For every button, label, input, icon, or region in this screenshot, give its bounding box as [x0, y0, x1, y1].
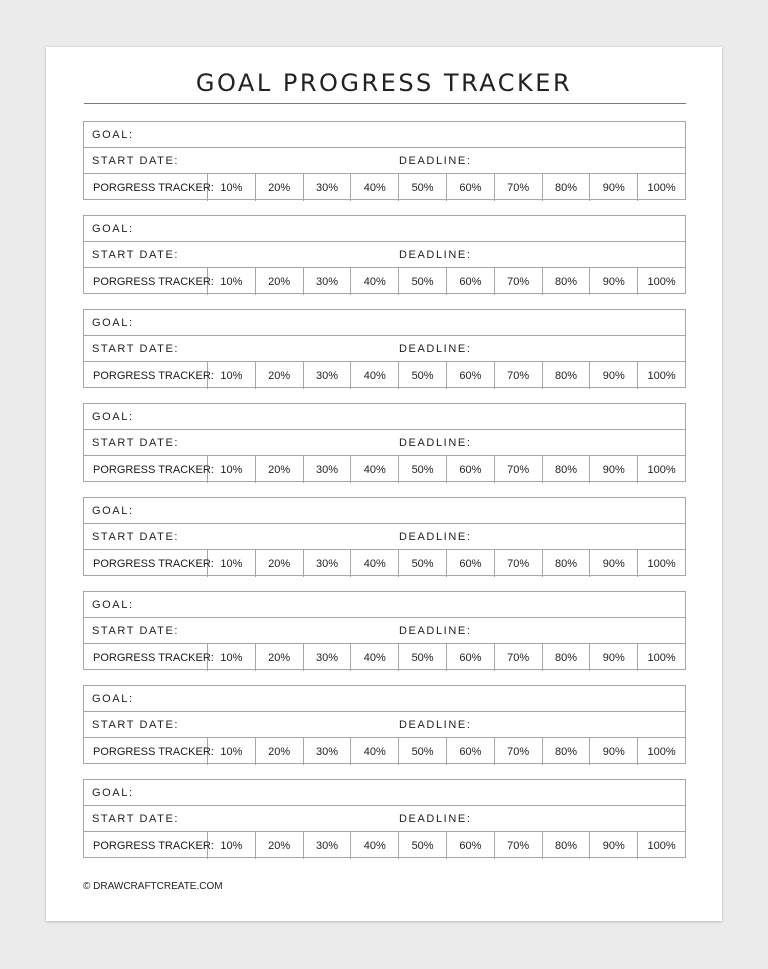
- progress-cells: [208, 362, 685, 389]
- progress-cell[interactable]: 20%: [256, 832, 304, 859]
- goal-block: [83, 403, 686, 482]
- progress-cell[interactable]: 90%: [590, 268, 638, 295]
- start-date-label: START DATE:: [92, 624, 180, 637]
- progress-cell[interactable]: 100%: [647, 745, 676, 758]
- printable-sheet: [46, 47, 722, 921]
- progress-cell[interactable]: 90%: [590, 832, 638, 859]
- progress-cell[interactable]: 60%: [447, 550, 495, 577]
- progress-tracker-label: PORGRESS TRACKER:: [84, 174, 208, 201]
- progress-cell[interactable]: 80%: [543, 268, 591, 295]
- progress-cell[interactable]: 100%: [647, 557, 676, 570]
- progress-cells: [208, 456, 685, 483]
- progress-cell[interactable]: 10%: [208, 456, 256, 483]
- progress-cell[interactable]: 80%: [543, 456, 591, 483]
- goal-row[interactable]: [84, 686, 685, 712]
- start-date-label: START DATE:: [92, 436, 180, 449]
- progress-cells: [208, 644, 685, 671]
- date-row[interactable]: [84, 336, 685, 362]
- goal-row[interactable]: [84, 122, 685, 148]
- start-date-label: START DATE:: [92, 248, 180, 261]
- progress-cell[interactable]: 10%: [208, 738, 256, 765]
- progress-cell[interactable]: 40%: [351, 832, 399, 859]
- progress-cell[interactable]: 60%: [447, 738, 495, 765]
- progress-cell[interactable]: 80%: [543, 832, 591, 859]
- start-date-label: START DATE:: [92, 342, 180, 355]
- date-row[interactable]: [84, 242, 685, 268]
- goal-row[interactable]: [84, 310, 685, 336]
- progress-tracker-row: [84, 738, 685, 765]
- progress-tracker-label: PORGRESS TRACKER:: [84, 738, 208, 765]
- progress-tracker-label: PORGRESS TRACKER:: [84, 832, 208, 859]
- deadline-label: DEADLINE:: [399, 342, 472, 355]
- progress-cell[interactable]: 90%: [590, 644, 638, 671]
- start-date-label: START DATE:: [92, 718, 180, 731]
- progress-cell[interactable]: 90%: [590, 550, 638, 577]
- goal-block: [83, 215, 686, 294]
- progress-cells: [208, 174, 685, 201]
- progress-cell[interactable]: 30%: [304, 268, 352, 295]
- progress-cell[interactable]: 60%: [447, 362, 495, 389]
- progress-cell[interactable]: 60%: [447, 644, 495, 671]
- progress-cell[interactable]: 70%: [495, 456, 543, 483]
- date-row[interactable]: [84, 712, 685, 738]
- progress-cell[interactable]: 70%: [495, 644, 543, 671]
- goal-label: GOAL:: [92, 598, 134, 611]
- progress-cell[interactable]: 40%: [351, 362, 399, 389]
- goal-row[interactable]: [84, 780, 685, 806]
- progress-cell[interactable]: 70%: [495, 268, 543, 295]
- progress-cell[interactable]: 90%: [590, 174, 638, 201]
- progress-cell[interactable]: 50%: [399, 644, 447, 671]
- progress-cell[interactable]: 50%: [399, 174, 447, 201]
- deadline-label: DEADLINE:: [399, 248, 472, 261]
- date-row[interactable]: [84, 806, 685, 832]
- progress-tracker-label: PORGRESS TRACKER:: [84, 456, 208, 483]
- start-date-label: START DATE:: [92, 154, 180, 167]
- progress-cell[interactable]: 80%: [543, 550, 591, 577]
- progress-cell[interactable]: 20%: [256, 268, 304, 295]
- progress-cell[interactable]: 40%: [351, 644, 399, 671]
- goal-label: GOAL:: [92, 128, 134, 141]
- progress-cell[interactable]: 80%: [543, 174, 591, 201]
- progress-cells: [208, 550, 685, 577]
- progress-cell[interactable]: 80%: [543, 738, 591, 765]
- progress-cell[interactable]: 60%: [447, 832, 495, 859]
- progress-tracker-label: PORGRESS TRACKER:: [84, 268, 208, 295]
- page-title: GOAL PROGRESS TRACKER: [195, 69, 573, 97]
- progress-cell[interactable]: 50%: [399, 268, 447, 295]
- progress-cell[interactable]: 40%: [351, 550, 399, 577]
- progress-cell[interactable]: 30%: [304, 738, 352, 765]
- progress-tracker-row: [84, 832, 685, 859]
- start-date-label: START DATE:: [92, 530, 180, 543]
- progress-cell[interactable]: 10%: [208, 268, 256, 295]
- progress-cell[interactable]: 10%: [208, 174, 256, 201]
- progress-cell[interactable]: 100%: [647, 463, 676, 476]
- progress-cell[interactable]: 100%: [647, 275, 676, 288]
- copyright-footer: © DRAWCRAFTCREATE.COM: [83, 881, 223, 892]
- progress-cell[interactable]: 100%: [647, 839, 676, 852]
- goal-label: GOAL:: [92, 410, 134, 423]
- progress-cell[interactable]: 70%: [495, 832, 543, 859]
- goal-label: GOAL:: [92, 786, 134, 799]
- goal-block: [83, 591, 686, 670]
- progress-cells: [208, 832, 685, 859]
- goal-row[interactable]: [84, 498, 685, 524]
- progress-cell[interactable]: 10%: [208, 644, 256, 671]
- progress-cell[interactable]: 10%: [208, 550, 256, 577]
- progress-cell[interactable]: 20%: [256, 456, 304, 483]
- progress-cell[interactable]: 40%: [351, 738, 399, 765]
- progress-tracker-row: [84, 268, 685, 295]
- title-divider: [84, 103, 686, 104]
- goal-block: [83, 121, 686, 200]
- goal-block: [83, 309, 686, 388]
- progress-cell[interactable]: 100%: [647, 369, 676, 382]
- progress-cell[interactable]: 50%: [399, 456, 447, 483]
- progress-cell[interactable]: 60%: [447, 174, 495, 201]
- goal-block: [83, 779, 686, 858]
- goal-label: GOAL:: [92, 504, 134, 517]
- progress-cells: [208, 268, 685, 295]
- progress-cell[interactable]: 60%: [447, 268, 495, 295]
- progress-cell[interactable]: 50%: [399, 738, 447, 765]
- progress-cell[interactable]: 30%: [304, 174, 352, 201]
- progress-cell[interactable]: 20%: [256, 362, 304, 389]
- date-row[interactable]: [84, 618, 685, 644]
- date-row[interactable]: [84, 524, 685, 550]
- goal-row[interactable]: [84, 592, 685, 618]
- progress-cell[interactable]: 80%: [543, 362, 591, 389]
- goal-block: [83, 685, 686, 764]
- goal-row[interactable]: [84, 404, 685, 430]
- progress-cell[interactable]: 80%: [543, 644, 591, 671]
- date-row[interactable]: [84, 430, 685, 456]
- goal-label: GOAL:: [92, 692, 134, 705]
- progress-tracker-label: PORGRESS TRACKER:: [84, 550, 208, 577]
- deadline-label: DEADLINE:: [399, 436, 472, 449]
- date-row[interactable]: [84, 148, 685, 174]
- deadline-label: DEADLINE:: [399, 530, 472, 543]
- deadline-label: DEADLINE:: [399, 624, 472, 637]
- progress-tracker-row: [84, 362, 685, 389]
- progress-cell[interactable]: 20%: [256, 738, 304, 765]
- goal-row[interactable]: [84, 216, 685, 242]
- progress-tracker-row: [84, 644, 685, 671]
- deadline-label: DEADLINE:: [399, 718, 472, 731]
- progress-cell[interactable]: 90%: [590, 456, 638, 483]
- progress-cell[interactable]: 30%: [304, 550, 352, 577]
- progress-cell[interactable]: 10%: [208, 362, 256, 389]
- progress-cell[interactable]: 50%: [399, 550, 447, 577]
- progress-tracker-row: [84, 550, 685, 577]
- progress-cell[interactable]: 50%: [399, 362, 447, 389]
- progress-cell[interactable]: 40%: [351, 174, 399, 201]
- progress-cell[interactable]: 100%: [647, 651, 676, 664]
- progress-cell[interactable]: 30%: [304, 362, 352, 389]
- progress-cell[interactable]: 70%: [495, 550, 543, 577]
- progress-tracker-label: PORGRESS TRACKER:: [84, 362, 208, 389]
- progress-cell[interactable]: 90%: [590, 738, 638, 765]
- progress-cell[interactable]: 70%: [495, 174, 543, 201]
- progress-cell[interactable]: 20%: [256, 550, 304, 577]
- progress-cell[interactable]: 20%: [256, 644, 304, 671]
- start-date-label: START DATE:: [92, 812, 180, 825]
- progress-tracker-label: PORGRESS TRACKER:: [84, 644, 208, 671]
- progress-tracker-row: [84, 456, 685, 483]
- progress-cell[interactable]: 70%: [495, 362, 543, 389]
- progress-cell[interactable]: 30%: [304, 456, 352, 483]
- progress-cell[interactable]: 40%: [351, 456, 399, 483]
- goal-block: [83, 497, 686, 576]
- progress-cell[interactable]: 10%: [208, 832, 256, 859]
- progress-cell[interactable]: 50%: [399, 832, 447, 859]
- progress-cell[interactable]: 90%: [590, 362, 638, 389]
- progress-cell[interactable]: 30%: [304, 644, 352, 671]
- deadline-label: DEADLINE:: [399, 812, 472, 825]
- goal-label: GOAL:: [92, 222, 134, 235]
- progress-cell[interactable]: 60%: [447, 456, 495, 483]
- goal-label: GOAL:: [92, 316, 134, 329]
- progress-cell[interactable]: 20%: [256, 174, 304, 201]
- progress-tracker-row: [84, 174, 685, 201]
- deadline-label: DEADLINE:: [399, 154, 472, 167]
- progress-cells: [208, 738, 685, 765]
- progress-cell[interactable]: 40%: [351, 268, 399, 295]
- progress-cell[interactable]: 100%: [647, 181, 676, 194]
- goal-blocks: [83, 121, 686, 858]
- progress-cell[interactable]: 70%: [495, 738, 543, 765]
- progress-cell[interactable]: 30%: [304, 832, 352, 859]
